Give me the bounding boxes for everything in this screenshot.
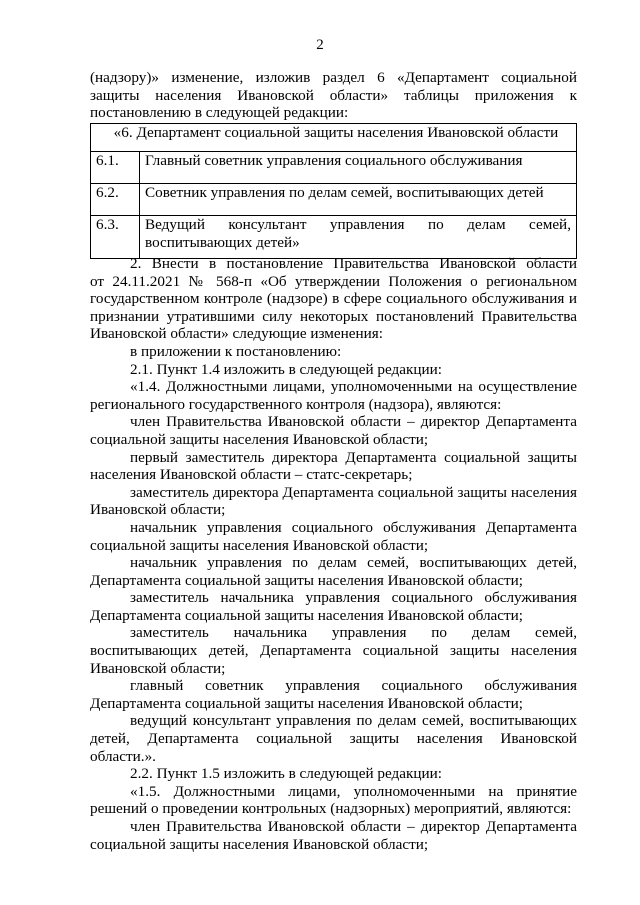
paragraph-line: член Правительства Ивановской области – директор Департамента bbox=[130, 413, 577, 431]
paragraph-line: государственном контроле (надзоре) в сфере социального обслуживания и bbox=[90, 290, 577, 308]
row-text: Советник управления по делам семей, воспитывающих детей bbox=[140, 184, 577, 216]
paragraph-line: регионального государственного контроля (надзора), являются: bbox=[90, 395, 502, 413]
page-number: 2 bbox=[316, 37, 324, 53]
row-text-line: воспитывающих детей» bbox=[145, 233, 300, 251]
paragraph-line: заместитель начальника управления социального обслуживания bbox=[130, 589, 577, 607]
paragraph-line: «1.4. Должностными лицами, уполномоченными на осуществление bbox=[130, 378, 577, 396]
paragraph-line: Департамента социальной защиты населения Ивановской области; bbox=[90, 571, 523, 589]
row-text: Главный советник управления социального обслуживания bbox=[140, 152, 577, 184]
row-text-line: Ведущий консультант управления по делам семей, bbox=[145, 216, 571, 233]
paragraph-line: Департамента социальной защиты населения Ивановской области; bbox=[90, 694, 523, 712]
paragraph-line: Департамента социальной защиты населения Ивановской области; bbox=[90, 606, 523, 624]
paragraph-line: социальной защиты населения Ивановской области; bbox=[90, 835, 429, 853]
paragraph-line: ведущий консультант управления по делам семей, воспитывающих bbox=[130, 712, 577, 730]
text-line: защиты населения Ивановской области» таблицы приложения к bbox=[90, 86, 577, 104]
text-line: (надзору)» изменение, изложив раздел 6 «Департамент социальной bbox=[90, 69, 577, 86]
paragraph-line: Ивановской области; bbox=[90, 501, 226, 519]
intro-paragraph bbox=[90, 69, 577, 122]
table-row bbox=[91, 152, 577, 184]
paragraph-line: 2. Внести в постановление Правительства Ивановской области bbox=[130, 255, 577, 272]
table-header: «6. Департамент социальной защиты населения Ивановской области bbox=[91, 124, 577, 152]
paragraph-line: главный советник управления социального обслуживания bbox=[130, 677, 577, 695]
paragraph-line: начальник управления по делам семей, воспитывающих детей, bbox=[130, 554, 577, 572]
row-number: 6.3. bbox=[91, 216, 140, 259]
paragraph-line: заместитель начальника управления по делам семей, bbox=[130, 624, 577, 642]
row-number: 6.2. bbox=[91, 184, 140, 216]
table-row bbox=[91, 216, 577, 259]
paragraph-line: в приложении к постановлению: bbox=[130, 342, 342, 360]
paragraph-line: заместитель директора Департамента социальной защиты населения bbox=[130, 483, 577, 501]
paragraph-line: Ивановской области; bbox=[90, 659, 226, 677]
paragraph-line: социальной защиты населения Ивановской области; bbox=[90, 536, 429, 554]
paragraph-line: воспитывающих детей, Департамента социальной защиты населения bbox=[90, 642, 577, 660]
text-line: постановлению в следующей редакции: bbox=[90, 104, 349, 122]
positions-table bbox=[90, 123, 577, 259]
paragraph-line: признании утратившими силу некоторых постановлений Правительства bbox=[90, 307, 577, 325]
table-header-row bbox=[91, 124, 577, 152]
paragraph-line: решений о проведении контрольных (надзорных) мероприятий, являются: bbox=[90, 800, 572, 818]
paragraph-line: 2.1. Пункт 1.4 изложить в следующей редакции: bbox=[130, 360, 443, 378]
paragraph-line: детей, Департамента социальной защиты населения Ивановской bbox=[90, 730, 577, 748]
row-text bbox=[140, 216, 577, 259]
paragraph-line: населения Ивановской области – статс-секретарь; bbox=[90, 466, 413, 484]
paragraph-line: член Правительства Ивановской области – директор Департамента bbox=[130, 818, 577, 835]
row-number: 6.1. bbox=[91, 152, 140, 184]
paragraph-line: Ивановской области» следующие изменения: bbox=[90, 325, 383, 343]
table-row bbox=[91, 184, 577, 216]
body-text bbox=[90, 255, 577, 853]
paragraph-line: «1.5. Должностными лицами, уполномоченными на принятие bbox=[130, 782, 577, 800]
paragraph-line: области.». bbox=[90, 747, 156, 765]
paragraph-line: от 24.11.2021 № 568-п «Об утверждении Положения о региональном bbox=[90, 272, 577, 290]
paragraph-line: первый заместитель директора Департамента социальной защиты bbox=[130, 448, 577, 466]
paragraph-line: начальник управления социального обслуживания Департамента bbox=[130, 518, 577, 536]
paragraph-line: 2.2. Пункт 1.5 изложить в следующей редакции: bbox=[130, 765, 443, 783]
paragraph-line: социальной защиты населения Ивановской области; bbox=[90, 430, 429, 448]
